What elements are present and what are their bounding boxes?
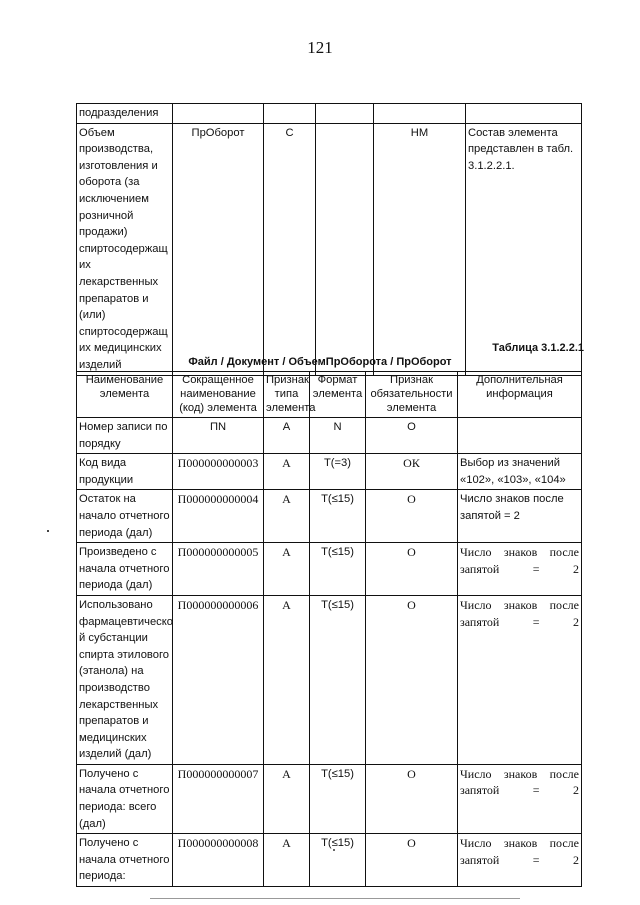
table-row [77,104,582,124]
element-required-cell: О [366,834,458,887]
element-name-cell: Получено с начала отчетного периода: [77,834,173,887]
scan-edge-line [150,898,520,899]
element-type-cell [264,104,316,124]
element-info-cell [466,104,582,124]
element-format-cell: Т(≤15) [310,764,366,833]
element-type-cell: А [264,418,310,454]
header-code: Сокращенное наименование (код) элемента [173,372,264,418]
table-row [77,764,582,833]
element-required-cell: ОК [366,454,458,490]
element-format-cell: Т(≤15) [310,543,366,596]
element-type-cell: А [264,834,310,887]
element-format-cell: Т(≤15) [310,595,366,764]
table-row [77,543,582,596]
element-required-cell: О [366,764,458,833]
element-required-cell [374,104,466,124]
element-type-cell: А [264,490,310,543]
element-required-cell: О [366,490,458,543]
element-format-cell: Т(≤15) [310,834,366,887]
header-name: Наименование элемента [77,372,173,418]
element-required-cell: О [366,418,458,454]
table-row [77,454,582,490]
element-type-cell: А [264,543,310,596]
table-row [77,123,582,375]
element-info-cell: Число знаков после запятой = 2 [458,543,582,596]
element-type-cell: А [264,454,310,490]
element-format-cell: Т(=3) [310,454,366,490]
element-required-cell: О [366,595,458,764]
element-info-cell: Выбор из значений «102», «103», «104» [458,454,582,490]
element-info-cell: Состав элемента представлен в табл. 3.1.2.2.1. [466,123,582,375]
header-info: Дополнительная информация [458,372,582,418]
element-type-cell: С [264,123,316,375]
header-format: Формат элемента [310,372,366,418]
table-row [77,418,582,454]
element-code-cell: П000000000005 [173,543,264,596]
element-code-cell: П000000000004 [173,490,264,543]
element-name-cell: Объем производства, изготовления и оборота (за исключением розничной продажи) спиртосодержащ их лекарственных препаратов и (или) спиртосодержащ их медицинских изделий [77,123,173,375]
element-code-cell: П000000000007 [173,764,264,833]
element-info-cell [458,418,582,454]
element-type-cell: А [264,764,310,833]
continuation-table [76,103,582,376]
element-name-cell: Номер записи по порядку [77,418,173,454]
scan-speck [333,849,335,851]
page-number: 121 [307,38,333,57]
header-type: Признак типа элемента [264,372,310,418]
element-format-cell: Т(≤15) [310,490,366,543]
element-name-cell: Остаток на начало отчетного периода (дал) [77,490,173,543]
element-info-cell: Число знаков после запятой = 2 [458,490,582,543]
element-name-cell: Произведено с начала отчетного периода (дал) [77,543,173,596]
element-name-cell: Код вида продукции [77,454,173,490]
element-format-cell [316,104,374,124]
element-code-cell: П000000000008 [173,834,264,887]
element-type-cell: А [264,595,310,764]
element-name-cell: Получено с начала отчетного периода: всего (дал) [77,764,173,833]
table-row [77,490,582,543]
table-caption: Файл / Документ / ОбъемПрОборота / ПрОборот [188,356,452,368]
element-required-cell: О [366,543,458,596]
element-info-cell: Число знаков после запятой = 2 [458,595,582,764]
scan-speck [47,530,49,532]
table-header-row [77,372,582,418]
table-row [77,834,582,887]
elements-table [76,371,582,887]
element-format-cell: N [310,418,366,454]
element-code-cell: П000000000006 [173,595,264,764]
element-code-cell: ПN [173,418,264,454]
element-code-cell: П000000000003 [173,454,264,490]
element-code-cell: ПрОборот [173,123,264,375]
element-required-cell: НМ [374,123,466,375]
element-info-cell: Число знаков после запятой = 2 [458,764,582,833]
element-name-cell: подразделения [77,104,173,124]
header-required: Признак обязательности элемента [366,372,458,418]
element-name-cell: Использовано фармацевтическо й субстанции спирта этилового (этанола) на производство лекарственных препаратов и медицинских изделий (дал) [77,595,173,764]
table-row [77,595,582,764]
table-number: Таблица 3.1.2.2.1 [492,342,584,354]
element-info-cell: Число знаков после запятой = 2 [458,834,582,887]
element-format-cell [316,123,374,375]
element-code-cell [173,104,264,124]
